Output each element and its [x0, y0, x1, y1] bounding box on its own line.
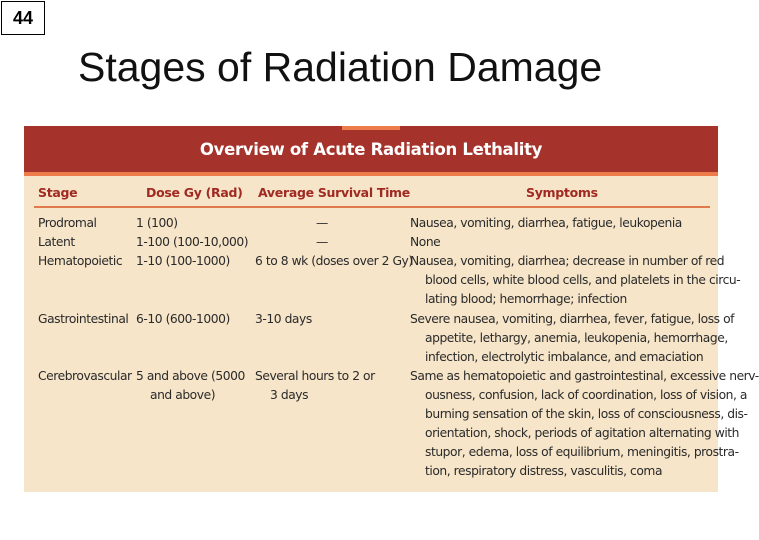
row-latent-dose: 1-100 (100-10,000) [136, 235, 249, 249]
row-cerebrovascular-stage: Cerebrovascular [38, 369, 132, 383]
header-symptoms: Symptoms [526, 185, 598, 200]
row-latent-survival: — [316, 235, 328, 249]
row-cerebrovascular-symptoms-line: orientation, shock, periods of agitation alternating with [425, 426, 740, 440]
header-survival: Average Survival Time [258, 185, 410, 200]
radiation-lethality-table [24, 126, 759, 492]
slide-number: 44 [1, 1, 45, 35]
header-dose: Dose Gy (Rad) [146, 185, 243, 200]
table-banner [24, 126, 718, 176]
row-prodromal-symptoms: Nausea, vomiting, diarrhea, fatigue, leukopenia [410, 216, 682, 230]
table-caption: Overview of Acute Radiation Lethality [199, 140, 543, 159]
row-prodromal-dose: 1 (100) [136, 216, 178, 230]
row-hematopoietic-symptoms-line: blood cells, white blood cells, and platelets in the circu- [425, 273, 741, 287]
header-stage: Stage [38, 185, 78, 200]
row-hematopoietic-symptoms-line: lating blood; hemorrhage; infection [425, 292, 627, 306]
row-cerebrovascular-symptoms-line: ousness, confusion, lack of coordination, loss of vision, a [425, 388, 748, 402]
row-cerebrovascular-survival-line: Several hours to 2 or [255, 369, 375, 383]
row-gastrointestinal-symptoms-line: infection, electrolytic imbalance, and emaciation [425, 350, 704, 364]
row-cerebrovascular-symptoms-line: burning sensation of the skin, loss of consciousness, dis- [425, 407, 748, 421]
row-hematopoietic-survival: 6 to 8 wk (doses over 2 Gy) [255, 254, 413, 268]
row-latent-stage: Latent [38, 235, 75, 249]
row-gastrointestinal-stage: Gastrointestinal [38, 312, 129, 326]
banner-accent-mark [342, 126, 400, 130]
row-hematopoietic-stage: Hematopoietic [38, 254, 123, 268]
row-prodromal-stage: Prodromal [38, 216, 97, 230]
row-gastrointestinal-dose: 6-10 (600-1000) [136, 312, 230, 326]
row-latent-symptoms: None [410, 235, 441, 249]
row-gastrointestinal-survival: 3-10 days [255, 312, 312, 326]
row-cerebrovascular-symptoms-line: tion, respiratory distress, vasculitis, coma [425, 464, 663, 478]
slide-title: Stages of Radiation Damage [78, 44, 603, 90]
row-gastrointestinal-symptoms-line: Severe nausea, vomiting, diarrhea, fever, fatigue, loss of [410, 312, 735, 326]
row-hematopoietic-symptoms-line: Nausea, vomiting, diarrhea; decrease in number of red [410, 254, 725, 268]
row-cerebrovascular-dose-line: and above) [150, 388, 216, 402]
row-prodromal-survival: — [316, 216, 328, 230]
row-cerebrovascular-survival-line: 3 days [270, 388, 309, 402]
row-cerebrovascular-symptoms-line: Same as hematopoietic and gastrointestinal, excessive nerv- [410, 369, 759, 383]
row-hematopoietic-dose: 1-10 (100-1000) [136, 254, 230, 268]
row-cerebrovascular-dose-line: 5 and above (5000 [136, 369, 245, 383]
row-gastrointestinal-symptoms-line: appetite, lethargy, anemia, leukopenia, hemorrhage, [425, 331, 728, 345]
row-cerebrovascular-symptoms-line: stupor, edema, loss of equilibrium, meningitis, prostra- [425, 445, 739, 459]
header-rule [34, 206, 710, 208]
